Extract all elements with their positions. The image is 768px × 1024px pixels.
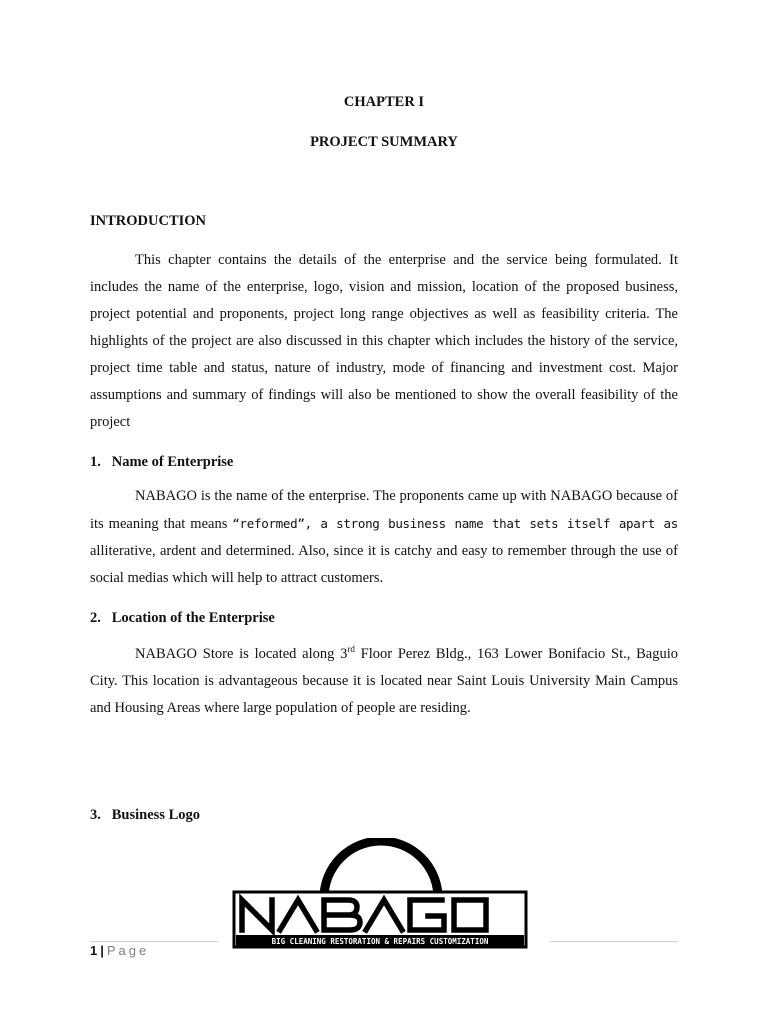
- footer-divider-left: [90, 941, 218, 942]
- page-number: 1: [90, 943, 98, 958]
- paragraph-text: alliterative, ardent and determined. Also, since it is catchy and easy to remember through the use of social medias which will help to attract customers.: [90, 543, 678, 586]
- paragraph-text: Floor Perez Bldg., 163 Lower Bonifacio St., Baguio City. This location is advantageous because it is located near Saint Louis University Main Campus and Housing Areas where large population of people are residing.: [90, 646, 678, 716]
- location-paragraph: [90, 641, 678, 722]
- logo-tagline: BIG CLEANING RESTORATION & REPAIRS CUSTOMIZATION: [271, 937, 489, 946]
- section-heading-name-of-enterprise: 1. Name of Enterprise: [90, 454, 234, 470]
- quoted-meaning-text: “reformed”, a strong business name that sets itself apart as: [232, 516, 678, 531]
- page-word: Page: [106, 943, 150, 958]
- footer-separator: |: [100, 943, 104, 958]
- section-heading-business-logo: 3. Business Logo: [90, 807, 200, 823]
- paragraph-text: NABAGO Store is located along 3: [135, 646, 348, 662]
- ordinal-suffix: rd: [347, 644, 355, 655]
- section-heading-location: 2. Location of the Enterprise: [90, 610, 275, 626]
- chapter-title: PROJECT SUMMARY: [310, 134, 458, 150]
- name-of-enterprise-paragraph: [90, 483, 678, 592]
- paragraph-text: NABAGO is the name of the enterprise. The proponents came up with NABAGO because of its meaning that means: [90, 488, 678, 532]
- introduction-heading: INTRODUCTION: [90, 213, 207, 229]
- nabago-logo: [232, 838, 528, 950]
- page-footer: [90, 943, 149, 958]
- chapter-label: CHAPTER I: [343, 94, 425, 110]
- introduction-paragraph: This chapter contains the details of the enterprise and the service being formulated. It includes the name of the enterprise, logo, vision and mission, location of the proposed business, project potential and proponents, project long range objectives as well as feasibility criteria. The highlights of the project are also discussed in this chapter which includes the history of the service, project time table and status, nature of industry, mode of financing and investment cost. Major assumptions and summary of findings will also be mentioned to show the overall feasibility of the project: [90, 252, 678, 430]
- logo-arch: [324, 841, 438, 898]
- footer-divider-right: [550, 941, 678, 942]
